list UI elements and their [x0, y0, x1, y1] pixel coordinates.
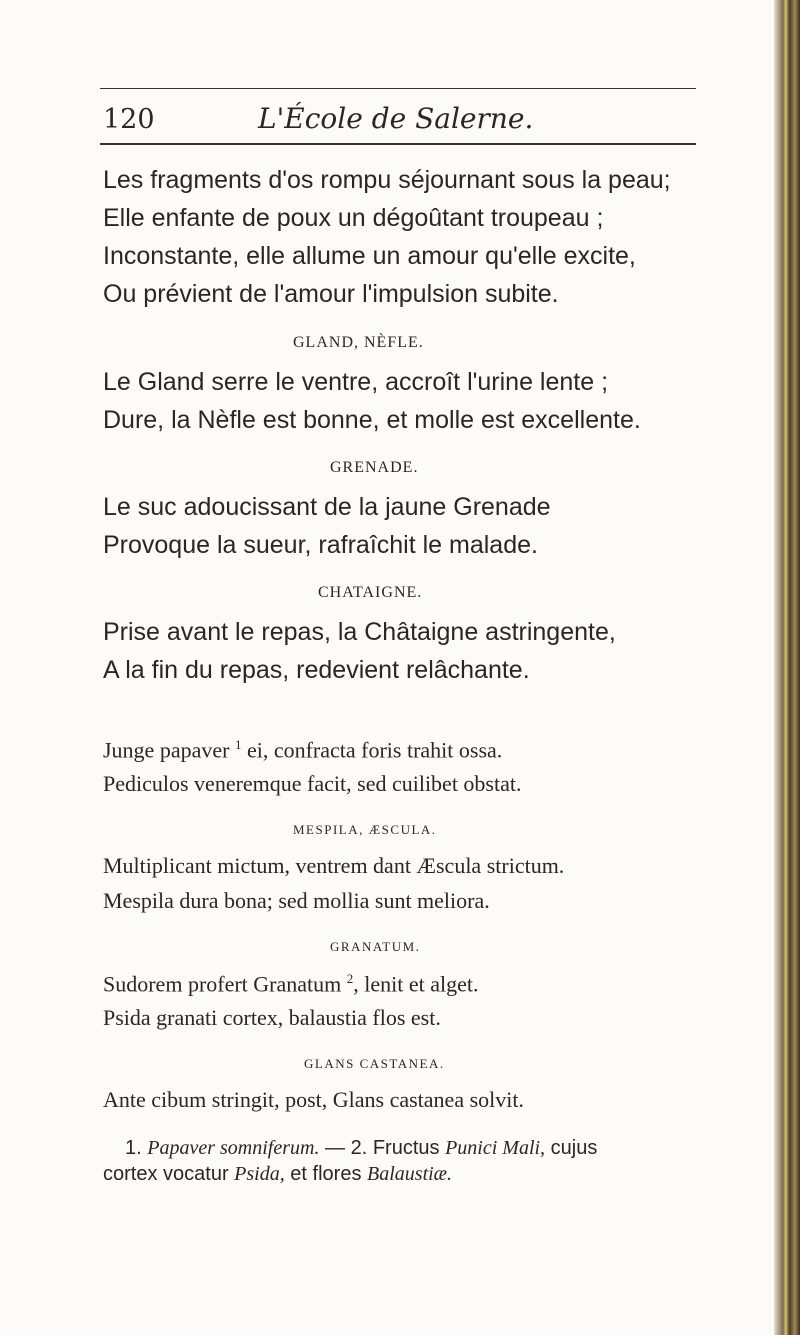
latin-line: Pediculos veneremque facit, sed cuilibet obstat.: [103, 771, 522, 796]
latin-line: Ante cibum stringit, post, Glans castanea solvit.: [103, 1087, 524, 1112]
footnote-number: 1.: [125, 1137, 142, 1159]
latin-line: [103, 738, 502, 761]
latin-line: Mespila dura bona; sed mollia sunt meliora.: [103, 888, 490, 913]
footnote-line: [103, 1163, 452, 1186]
french-line: Ou prévient de l'amour l'impulsion subite.: [103, 280, 559, 308]
footnote-text: Punici Mali,: [445, 1137, 546, 1159]
top-rule: [100, 88, 696, 89]
footnote-text: Fructus: [372, 1137, 440, 1159]
french-line: Les fragments d'os rompu séjournant sous la peau;: [103, 166, 671, 194]
latin-text: Junge papaver: [103, 737, 230, 763]
latin-line: [103, 972, 479, 995]
footnote-text: Papaver somniferum.: [147, 1137, 320, 1159]
footnote-ref: 1: [234, 737, 242, 752]
footnote-dash: —: [325, 1137, 346, 1159]
footnote-line: [125, 1137, 597, 1160]
book-page-edge: [774, 0, 800, 1335]
footnote-text: Balaustiæ.: [367, 1163, 453, 1185]
french-line: Dure, la Nèfle est bonne, et molle est excellente.: [103, 406, 641, 434]
page-number: 120: [103, 104, 155, 135]
latin-text: ei, confracta foris trahit ossa.: [246, 737, 503, 763]
section-heading-granatum: GRANATUM.: [330, 939, 421, 954]
footnote-ref: 2: [346, 971, 354, 986]
latin-line: Multiplicant mictum, ventrem dant Æscula strictum.: [103, 853, 565, 878]
section-heading-glans: GLANS CASTANEA.: [304, 1056, 445, 1071]
footnote-text: cujus: [550, 1137, 598, 1159]
latin-text: Sudorem profert Granatum: [103, 971, 342, 997]
header-rule: [100, 143, 696, 145]
section-heading-grenade: GRENADE.: [330, 459, 419, 476]
french-line: Prise avant le repas, la Châtaigne astringente,: [103, 618, 616, 646]
latin-text: , lenit et alget.: [353, 971, 479, 997]
french-line: Inconstante, elle allume un amour qu'elle excite,: [103, 242, 636, 270]
footnote-number: 2.: [350, 1137, 368, 1159]
latin-line: Psida granati cortex, balaustia flos est.: [103, 1005, 441, 1030]
running-title: L'École de Salerne.: [258, 102, 534, 135]
french-line: Le Gland serre le ventre, accroît l'urine lente ;: [103, 368, 609, 396]
footnote-text: et flores: [290, 1163, 362, 1185]
footnote-text: Psida,: [234, 1163, 285, 1185]
french-line: Provoque la sueur, rafraîchit le malade.: [103, 531, 538, 559]
section-heading-gland: GLAND, NÈFLE.: [293, 334, 424, 351]
section-heading-chataigne: CHATAIGNE.: [318, 584, 423, 601]
footnote-text: cortex vocatur: [103, 1163, 229, 1185]
french-line: A la fin du repas, redevient relâchante.: [103, 656, 530, 684]
section-heading-mespila: MESPILA, ÆSCULA.: [293, 822, 437, 837]
french-line: Le suc adoucissant de la jaune Grenade: [103, 493, 551, 521]
french-line: Elle enfante de poux un dégoûtant troupeau ;: [103, 204, 604, 232]
